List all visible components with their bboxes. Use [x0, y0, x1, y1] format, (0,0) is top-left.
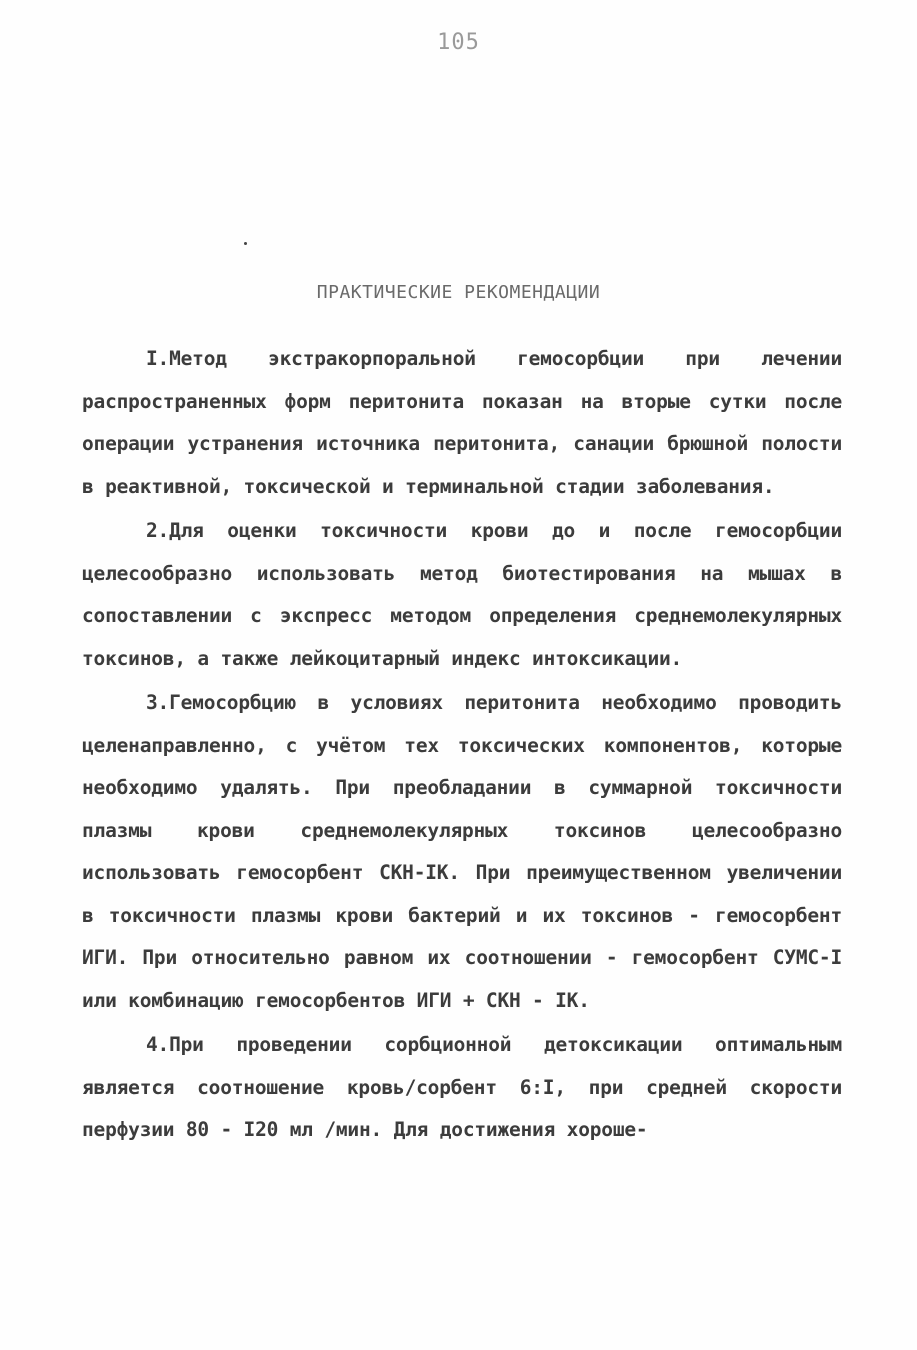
page-number: 105	[437, 30, 480, 55]
paragraph-2: 2.Для оценки токсичности крови до и после гемосорбции целесообразно использовать метод биотестирования на мышах в сопоставлении с экспресс методом определения среднемолекулярных токсинов, а также лейкоцитарный индекс интоксикации.	[82, 519, 842, 670]
paragraph-4: 4.При проведении сорбционной детоксикации оптимальным является соотношение кровь/сорбент 6:I, при средней скорости перфузии 80 - I20 мл /мин. Для достижения хороше-	[82, 1033, 842, 1141]
ink-speck	[244, 242, 247, 245]
paragraph-1: I.Метод экстракорпоральной гемосорбции при лечении распространенных форм перитонита показан на вторые сутки после операции устранения источника перитонита, санации брюшной полости в реактивной, токсической и терминальной стадии заболевания.	[82, 347, 842, 498]
body-text	[82, 338, 842, 1152]
section-heading: ПРАКТИЧЕСКИЕ РЕКОМЕНДАЦИИ	[316, 282, 601, 303]
paragraph-3: 3.Гемосорбцию в условиях перитонита необходимо проводить целенаправленно, с учётом тех токсических компонентов, которые необходимо удалять. При преобладании в суммарной токсичности плазмы крови среднемолекулярных токсинов целесообразно использовать гемосорбент СКН-IК. При преимущественном увеличении в токсичности плазмы крови бактерий и их токсинов - гемосорбент ИГИ. При относительно равном их соотношении - гемосорбент СУМС-I или комбинацию гемосорбентов ИГИ + СКН - IК.	[82, 691, 842, 1012]
